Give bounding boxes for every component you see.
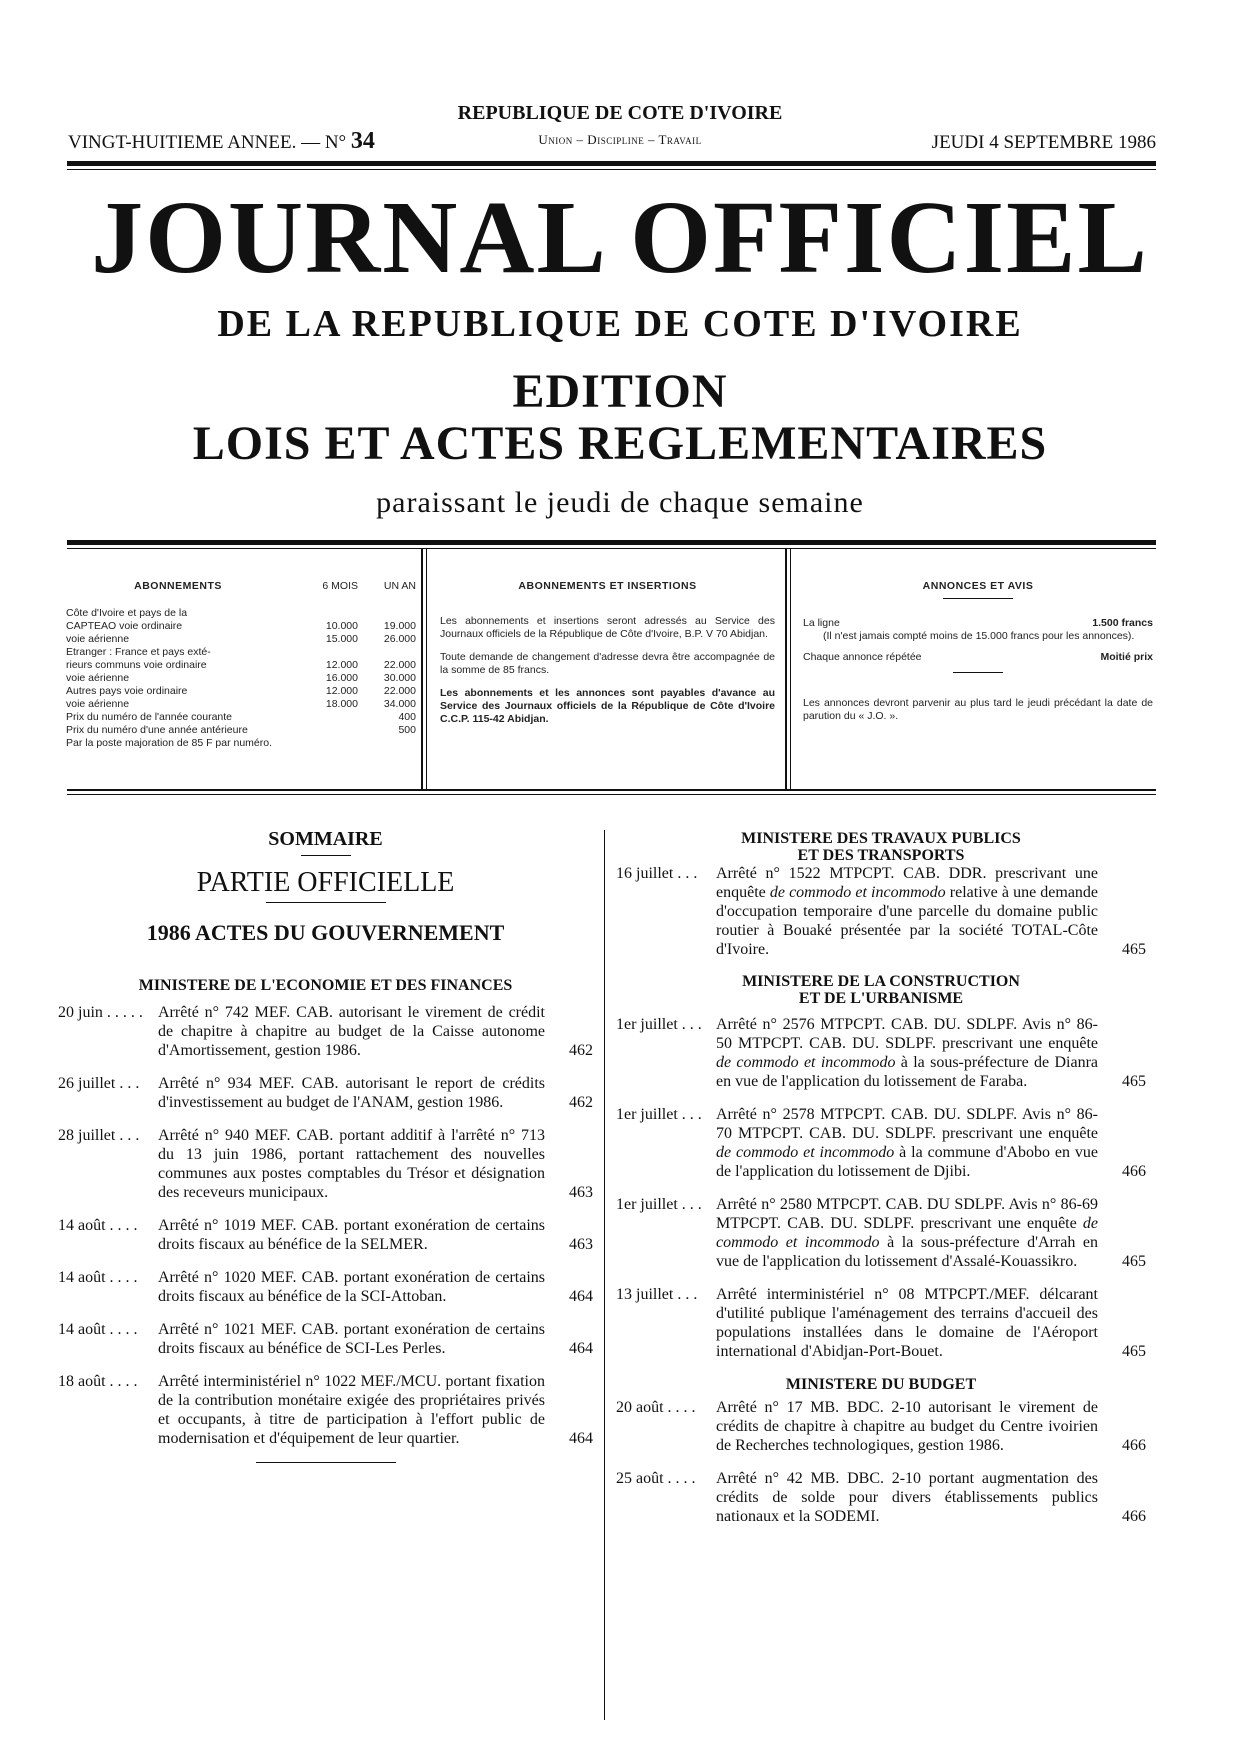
subscription-6m	[290, 607, 358, 620]
table-divider-4	[790, 549, 791, 789]
motto: Union – Discipline – Travail	[538, 132, 702, 147]
ad-repeat-label: Chaque annonce répétée	[803, 651, 922, 663]
subscription-row	[66, 711, 416, 724]
subscription-1y: 22.000	[383, 659, 416, 671]
entry-date: 26 juillet . . .	[58, 1075, 140, 1092]
subscription-label: Etranger : France et pays exté-	[66, 646, 211, 658]
entry-page: 465	[1122, 941, 1146, 958]
subscription-row	[66, 633, 416, 646]
entry-date: 20 juin . . . . .	[58, 1004, 143, 1021]
entry-text-a: Arrêté n° 2580 MTPCPT. CAB. DU SDLPF. Avis n° 86-69 MTPCPT. CAB. DU. SDLPF. prescrivant une enquête	[716, 1196, 1098, 1232]
partie-officielle: PARTIE OFFICIELLE	[196, 867, 455, 898]
insertions-p1: Les abonnements et insertions seront adressés au Service des Journaux officiels de la République de Côte d'Ivoire, B.P. V 70 Abidjan.	[440, 615, 775, 640]
entry-date: 20 août . . . .	[616, 1399, 696, 1416]
header-rule-thin	[67, 169, 1156, 170]
entry-page: 462	[569, 1042, 593, 1059]
subscription-label: Prix du numéro de l'année courante	[66, 711, 233, 723]
entry-date: 13 juillet . . .	[616, 1286, 698, 1303]
subscription-row	[66, 672, 416, 685]
list-item	[616, 1015, 1146, 1091]
partie-rule	[266, 902, 386, 903]
entry-text: Arrêté n° 1021 MEF. CAB. portant exonération de certains droits fiscaux au bénéfice de SCI-Les Perles.	[158, 1321, 545, 1357]
left-end-rule	[256, 1462, 396, 1463]
subscription-label: Côte d'Ivoire et pays de la	[66, 607, 188, 619]
subscription-label: CAPTEAO voie ordinaire	[66, 620, 183, 632]
list-item	[58, 1003, 593, 1060]
subscription-row	[66, 646, 416, 659]
list-item	[616, 1195, 1146, 1271]
entry-text	[716, 1015, 1098, 1091]
republic-heading: REPUBLIQUE DE COTE D'IVOIRE	[457, 102, 783, 124]
list-item	[616, 1285, 1146, 1361]
list-item	[58, 1372, 593, 1448]
subscription-row	[66, 724, 416, 737]
ad-line-price: 1.500 francs	[1092, 617, 1153, 629]
entry-text: Arrêté n° 1020 MEF. CAB. portant exonération de certains droits fiscaux au bénéfice de la SCI-Attoban.	[158, 1269, 545, 1305]
table-bottom-rule	[67, 789, 1156, 791]
entry-page: 463	[569, 1184, 593, 1201]
entry-text: Arrêté n° 1522 MTPCPT. CAB. DDR. prescrivant une enquête de commodo et incommodo relative à une demande d'occupation temporaire d'une parcelle du domaine public routier à Bouaké présentée par la société TOTAL-Côte d'Ivoire.	[716, 865, 1099, 958]
entry-date: 25 août . . . .	[616, 1470, 696, 1487]
subscription-row	[66, 737, 416, 750]
entry-text	[716, 1285, 1098, 1361]
list-item	[58, 1126, 593, 1202]
entry-text: Arrêté interministériel n° 1022 MEF./MCU. portant fixation de la contribution monétaire exigée des propriétaires privés et occupants, à titre de participation à l'effort public de modernisation et d'équipement de leur quartier.	[158, 1373, 545, 1447]
entry-text-b: à la sous-préfecture d'Arrah en vue de l'application du lotissement d'Assalé-Kouassikro.	[716, 1234, 1098, 1270]
subscription-6m: 10.000	[325, 620, 358, 632]
entry-page: 464	[569, 1340, 593, 1357]
list-item	[616, 864, 1146, 959]
insertions-heading: ABONNEMENTS ET INSERTIONS	[518, 580, 697, 592]
table-top-rule-thin	[67, 548, 1156, 549]
table-divider-3	[785, 549, 787, 789]
subscription-row	[66, 698, 416, 711]
insertions-p3: Les abonnements et les annonces sont payables d'avance au Service des Journaux officiels de la République de Côte d'Ivoire C.C.P. 115-42 Abidjan.	[440, 687, 775, 725]
entry-page: 464	[569, 1288, 593, 1305]
subscription-6m	[290, 646, 358, 659]
subscription-label: rieurs communs voie ordinaire	[66, 659, 207, 671]
ministry-economie: MINISTERE DE L'ECONOMIE ET DES FINANCES	[138, 977, 513, 994]
list-item	[616, 1105, 1146, 1181]
subscription-label: voie aérienne	[66, 672, 130, 684]
entry-text-b: à la sous-préfecture de Dianra en vue de l'application du lotissement de Faraba.	[716, 1054, 1098, 1090]
list-item	[58, 1074, 593, 1112]
journal-subtitle: DE LA REPUBLIQUE DE COTE D'IVOIRE	[217, 303, 1023, 345]
sommaire-rule	[301, 855, 351, 856]
entry-page: 466	[1122, 1437, 1146, 1454]
entry-date: 14 août . . . .	[58, 1269, 138, 1286]
ministry-travaux-2: ET DES TRANSPORTS	[797, 847, 965, 864]
table-divider-1	[421, 549, 423, 789]
table-top-rule	[67, 540, 1156, 545]
col-6m: 6 MOIS	[322, 580, 358, 592]
entry-page: 464	[569, 1430, 593, 1447]
subscription-1y: 19.000	[383, 620, 416, 632]
ministry-travaux: MINISTERE DES TRAVAUX PUBLICS	[741, 830, 1021, 847]
subscription-6m: 12.000	[325, 659, 358, 671]
entry-page: 466	[1122, 1508, 1146, 1525]
entry-text	[716, 1105, 1098, 1181]
entry-date: 1er juillet . . .	[616, 1196, 702, 1213]
subscription-6m: 12.000	[325, 685, 358, 697]
ministry-budget: MINISTERE DU BUDGET	[785, 1376, 977, 1393]
subscriptions-panel	[66, 580, 416, 750]
subscriptions-heading: ABONNEMENTS	[134, 580, 222, 592]
subscription-6m	[290, 724, 358, 737]
subscription-row	[66, 659, 416, 672]
entry-text	[716, 1195, 1098, 1271]
entry-text-italic: de commodo et incommodo	[716, 1215, 1098, 1251]
ads-panel	[803, 580, 1153, 723]
journal-title: JOURNAL OFFICIEL	[91, 180, 1149, 295]
ministry-construction-2: ET DE L'URBANISME	[798, 990, 964, 1007]
insertions-p2: Toute demande de changement d'adresse devra être accompagnée de la somme de 85 francs.	[440, 651, 775, 676]
frequency: paraissant le jeudi de chaque semaine	[376, 486, 864, 519]
column-divider	[604, 830, 605, 1720]
entry-text-b: à la commune d'Abobo en vue de l'application du lotissement de Djibi.	[716, 1144, 1098, 1180]
sommaire-heading: SOMMAIRE	[268, 828, 383, 850]
entry-text: Arrêté n° 42 MB. DBC. 2-10 portant augmentation des crédits de solde pour divers établissements publics nationaux et la SODEMI.	[716, 1470, 1098, 1525]
entry-date: 14 août . . . .	[58, 1217, 138, 1234]
subscription-label: voie aérienne	[66, 698, 130, 710]
table-divider-2	[426, 549, 427, 789]
subscription-1y: 34.000	[383, 698, 416, 710]
ad-deadline: Les annonces devront parvenir au plus tard le jeudi précédant la date de parution du « J.O. ».	[803, 697, 1153, 722]
entry-date: 1er juillet . . .	[616, 1106, 702, 1123]
subscription-6m	[290, 711, 358, 724]
issue-date: JEUDI 4 SEPTEMBRE 1986	[931, 132, 1156, 153]
entry-text: Arrêté n° 1019 MEF. CAB. portant exonération de certains droits fiscaux au bénéfice de la SELMER.	[158, 1217, 545, 1253]
insertions-panel	[440, 580, 775, 726]
ad-line-note: (Il n'est jamais compté moins de 15.000 francs pour les annonces).	[823, 630, 1135, 642]
actes-heading: 1986 ACTES DU GOUVERNEMENT	[146, 920, 505, 945]
subscription-row	[66, 685, 416, 698]
subscription-1y: 22.000	[383, 685, 416, 697]
ad-line-label: La ligne	[803, 617, 840, 629]
subscription-label: Autres pays voie ordinaire	[66, 685, 188, 697]
header-rule-thick	[67, 161, 1156, 166]
entry-page: 465	[1122, 1253, 1146, 1270]
list-item	[58, 1268, 593, 1306]
list-item	[58, 1216, 593, 1254]
entry-text-a: Arrêté interministériel n° 08 MTPCPT./MEF. délcarant d'utilité publique l'aménagement des terrains d'accueil des populations installées dans le domaine de l'Aéroport international d'Abidjan-Port-Bouet.	[716, 1286, 1098, 1360]
edition-name: LOIS ET ACTES REGLEMENTAIRES	[192, 417, 1048, 470]
entry-date: 18 août . . . .	[58, 1373, 138, 1390]
subscription-6m: 15.000	[325, 633, 358, 645]
subscription-6m: 18.000	[325, 698, 358, 710]
subscription-1y	[358, 737, 416, 750]
entry-text-a: Arrêté n° 2576 MTPCPT. CAB. DU. SDLPF. Avis n° 86-50 MTPCPT. CAB. DU. SDLPF. prescrivant une enquête	[716, 1016, 1098, 1052]
ads-heading-rule	[943, 598, 1013, 599]
col-1y: UN AN	[383, 580, 416, 592]
subscription-6m: 16.000	[325, 672, 358, 684]
subscription-1y: 400	[398, 711, 416, 723]
entry-text-a: Arrêté n° 2578 MTPCPT. CAB. DU. SDLPF. Avis n° 86-70 MTPCPT. CAB. DU. SDLPF. prescrivant une enquête	[716, 1106, 1098, 1142]
subscription-6m	[290, 737, 358, 750]
entry-date: 28 juillet . . .	[58, 1127, 140, 1144]
ministry-construction: MINISTERE DE LA CONSTRUCTION	[742, 973, 1020, 990]
subscription-row	[66, 620, 416, 633]
entry-text: Arrêté n° 17 MB. BDC. 2-10 autorisant le virement de crédits de chapitre à chapitre au budget du Centre ivoirien de Recherches technologiques, gestion 1986.	[716, 1399, 1098, 1454]
entry-text: Arrêté n° 934 MEF. CAB. autorisant le report de crédits d'investissement au budget de l'ANAM, gestion 1986.	[158, 1075, 545, 1111]
entry-page: 465	[1122, 1343, 1146, 1360]
entry-text-italic: de commodo et incommodo	[716, 1144, 895, 1161]
table-bottom-rule-thin	[67, 794, 1156, 795]
year-issue-label: VINGT-HUITIEME ANNEE. — N°	[68, 132, 347, 153]
subscription-1y	[358, 607, 416, 620]
subscription-1y: 500	[398, 724, 416, 736]
subscription-1y: 26.000	[383, 633, 416, 645]
list-item	[58, 1320, 593, 1358]
entry-page: 462	[569, 1094, 593, 1111]
entry-page: 466	[1122, 1163, 1146, 1180]
ads-mid-rule	[953, 672, 1003, 673]
subscription-label: Prix du numéro d'une année antérieure	[66, 724, 248, 736]
entry-text: Arrêté n° 742 MEF. CAB. autorisant le virement de crédit de chapitre à chapitre au budget de la Caisse autonome d'Amortissement, gestion 1986.	[158, 1004, 545, 1059]
entry-date: 14 août . . . .	[58, 1321, 138, 1338]
issue-number: 34	[350, 128, 375, 154]
entry-page: 465	[1122, 1073, 1146, 1090]
subscription-1y: 30.000	[383, 672, 416, 684]
edition-label: EDITION	[512, 365, 728, 418]
right-column	[616, 830, 1146, 1540]
entry-date: 16 juillet . . .	[616, 865, 698, 882]
entry-page: 463	[569, 1236, 593, 1253]
entry-date: 1er juillet . . .	[616, 1016, 702, 1033]
subscription-row	[66, 607, 416, 620]
entry-text: Arrêté n° 940 MEF. CAB. portant additif à l'arrêté n° 713 du 13 juin 1986, portant rattachement des nouvelles communes aux postes comptables du Trésor et désignation des receveurs municipaux.	[158, 1127, 545, 1201]
ad-repeat-price: Moitié prix	[1100, 651, 1153, 663]
ads-heading: ANNONCES ET AVIS	[922, 580, 1034, 592]
subscription-label: voie aérienne	[66, 633, 130, 645]
entry-text-italic: de commodo et incommodo	[716, 1054, 896, 1071]
subscription-1y	[358, 646, 416, 659]
subscription-label: Par la poste majoration de 85 F par numéro.	[66, 737, 273, 749]
list-item	[616, 1398, 1146, 1455]
list-item	[616, 1469, 1146, 1526]
left-column	[58, 830, 593, 1463]
